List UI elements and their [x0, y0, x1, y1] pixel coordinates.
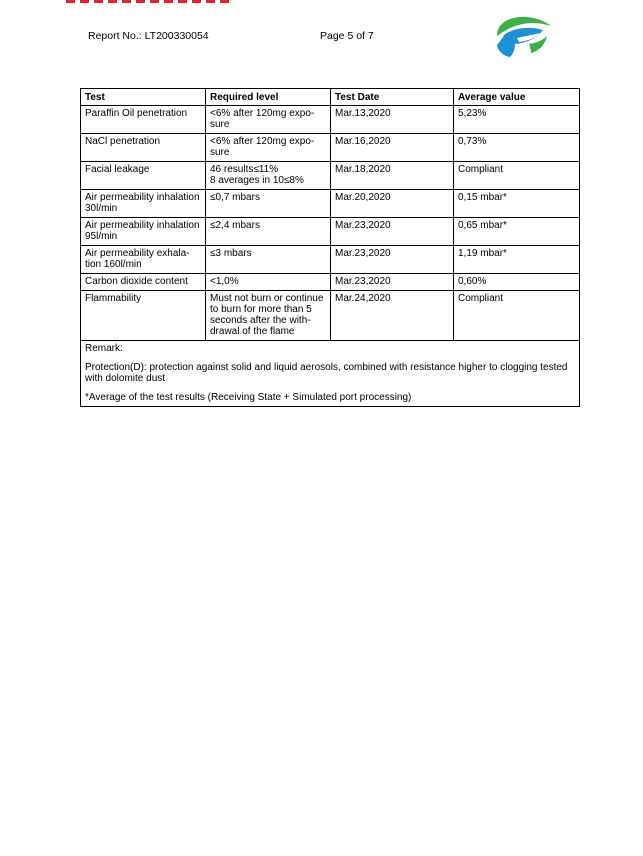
- remark-row: [81, 341, 580, 407]
- test-cell: Air permeability exhala- tion 160l/min: [81, 246, 206, 274]
- table-row: [81, 291, 580, 341]
- remark-cell: [81, 341, 580, 407]
- column-header-test-date: Test Date: [331, 89, 454, 106]
- required-level-cell: 46 results≤11% 8 averages in 10≤8%: [206, 162, 331, 190]
- test-date-cell: Mar.16,2020: [331, 134, 454, 162]
- remark-title: Remark:: [85, 343, 123, 354]
- average-value-cell: Compliant: [454, 162, 580, 190]
- test-cell: Carbon dioxide content: [81, 274, 206, 291]
- required-level-cell: Must not burn or continue to burn for more than 5 seconds after the with- drawal of the flame: [206, 291, 331, 341]
- required-level-cell: <6% after 120mg expo- sure: [206, 134, 331, 162]
- table-row: [81, 106, 580, 134]
- company-logo-icon: [485, 10, 561, 60]
- average-value-cell: 0,65 mbar*: [454, 218, 580, 246]
- report-number: Report No.: LT200330054: [88, 30, 209, 42]
- test-date-cell: Mar.20,2020: [331, 190, 454, 218]
- test-date-cell: Mar.23,2020: [331, 218, 454, 246]
- test-date-cell: Mar.13,2020: [331, 106, 454, 134]
- table-row: [81, 274, 580, 291]
- test-date-cell: Mar.23,2020: [331, 274, 454, 291]
- required-level-cell: ≤0,7 mbars: [206, 190, 331, 218]
- test-cell: NaCl penetration: [81, 134, 206, 162]
- test-cell: Flammability: [81, 291, 206, 341]
- test-date-cell: Mar.23,2020: [331, 246, 454, 274]
- column-header-average-value: Average value: [454, 89, 580, 106]
- average-value-cell: 1,19 mbar*: [454, 246, 580, 274]
- average-value-cell: 5,23%: [454, 106, 580, 134]
- remark-protection: Protection(D): protection against solid and liquid aerosols, combined with resistance higher to clogging tested with dolomite dust: [85, 362, 568, 384]
- table-row: [81, 190, 580, 218]
- page-number: Page 5 of 7: [320, 30, 374, 42]
- test-cell: Facial leakage: [81, 162, 206, 190]
- top-stamp-fragment: [66, 0, 246, 4]
- test-date-cell: Mar.24,2020: [331, 291, 454, 341]
- required-level-cell: ≤2,4 mbars: [206, 218, 331, 246]
- average-value-cell: 0,73%: [454, 134, 580, 162]
- test-date-cell: Mar.18,2020: [331, 162, 454, 190]
- average-value-cell: 0,60%: [454, 274, 580, 291]
- results-table: [80, 88, 580, 407]
- table-row: [81, 134, 580, 162]
- table-header-row: [81, 89, 580, 106]
- table-row: [81, 218, 580, 246]
- average-value-cell: Compliant: [454, 291, 580, 341]
- test-cell: Air permeability inhalation 30l/min: [81, 190, 206, 218]
- required-level-cell: ≤3 mbars: [206, 246, 331, 274]
- test-cell: Paraffin Oil penetration: [81, 106, 206, 134]
- remark-average-note: *Average of the test results (Receiving State + Simulated port processing): [85, 392, 412, 403]
- required-level-cell: <1,0%: [206, 274, 331, 291]
- table-row: [81, 162, 580, 190]
- column-header-required-level: Required level: [206, 89, 331, 106]
- column-header-test: Test: [81, 89, 206, 106]
- table-row: [81, 246, 580, 274]
- required-level-cell: <6% after 120mg expo- sure: [206, 106, 331, 134]
- test-cell: Air permeability inhalation 95l/min: [81, 218, 206, 246]
- average-value-cell: 0,15 mbar*: [454, 190, 580, 218]
